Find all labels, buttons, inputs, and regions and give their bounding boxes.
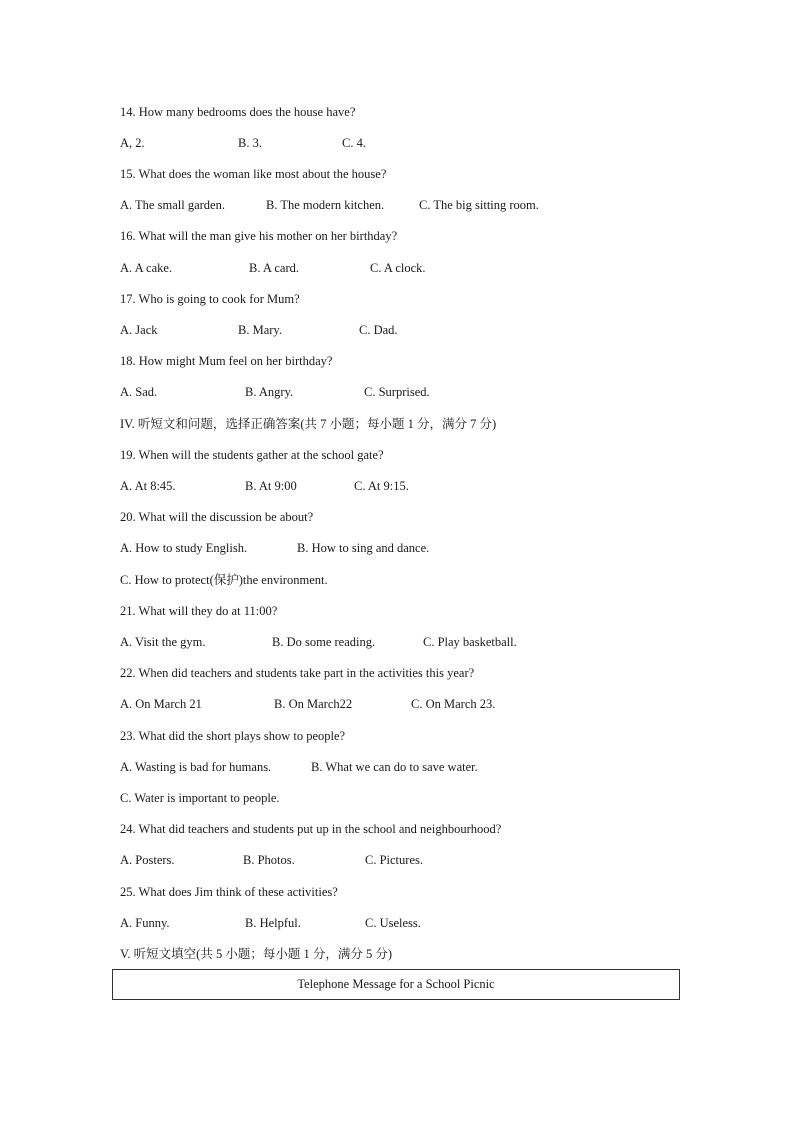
- option-c: C. How to protect(保护)the environment.: [120, 573, 328, 587]
- question-text: 16. What will the man give his mother on her birthday?: [120, 229, 398, 243]
- option-b: B. Helpful.: [245, 916, 301, 930]
- option-c: C. A clock.: [370, 261, 426, 275]
- question-text: 15. What does the woman like most about the house?: [120, 167, 387, 181]
- question-text: 20. What will the discussion be about?: [120, 510, 314, 524]
- question-text: 21. What will they do at 11:00?: [120, 604, 278, 618]
- option-a: A. The small garden.: [120, 198, 225, 212]
- option-c: C. Surprised.: [364, 385, 430, 399]
- option-c: C. Play basketball.: [423, 635, 517, 649]
- option-c: C. Pictures.: [365, 853, 423, 867]
- option-c: C. The big sitting room.: [419, 198, 539, 212]
- option-c: C. Water is important to people.: [120, 791, 280, 805]
- option-a: A. Sad.: [120, 385, 158, 399]
- option-a: A. On March 21: [120, 697, 202, 711]
- option-a: A. How to study English.: [120, 541, 248, 555]
- option-b: B. How to sing and dance.: [297, 541, 430, 555]
- option-b: B. A card.: [249, 261, 299, 275]
- table-title: Telephone Message for a School Picnic: [297, 977, 495, 991]
- option-c: C. 4.: [342, 136, 366, 150]
- question-text: 17. Who is going to cook for Mum?: [120, 292, 300, 306]
- option-b: B. Photos.: [243, 853, 295, 867]
- option-b: B. On March22: [274, 697, 353, 711]
- option-b: B. Do some reading.: [272, 635, 376, 649]
- question-text: 22. When did teachers and students take part in the activities this year?: [120, 666, 475, 680]
- section-heading: V. 听短文填空(共 5 小题；每小题 1 分，满分 5 分): [120, 947, 392, 961]
- option-c: C. On March 23.: [411, 697, 496, 711]
- question-text: 18. How might Mum feel on her birthday?: [120, 354, 333, 368]
- question-text: 19. When will the students gather at the school gate?: [120, 448, 384, 462]
- question-text: 25. What does Jim think of these activities?: [120, 885, 338, 899]
- option-a: A, 2.: [120, 136, 145, 150]
- option-a: A. Wasting is bad for humans.: [120, 760, 272, 774]
- option-b: B. Mary.: [238, 323, 282, 337]
- option-b: B. At 9:00: [245, 479, 297, 493]
- option-a: A. At 8:45.: [120, 479, 176, 493]
- option-b: B. The modern kitchen.: [266, 198, 385, 212]
- question-text: 23. What did the short plays show to people?: [120, 729, 346, 743]
- option-b: B. Angry.: [245, 385, 294, 399]
- option-a: A. Funny.: [120, 916, 170, 930]
- option-c: C. Useless.: [365, 916, 421, 930]
- option-b: B. 3.: [238, 136, 262, 150]
- telephone-message-table-header: [112, 969, 680, 1000]
- option-a: A. Jack: [120, 323, 158, 337]
- option-a: A. Visit the gym.: [120, 635, 206, 649]
- option-c: C. At 9:15.: [354, 479, 409, 493]
- option-a: A. Posters.: [120, 853, 175, 867]
- option-c: C. Dad.: [359, 323, 398, 337]
- option-a: A. A cake.: [120, 261, 173, 275]
- section-heading: IV. 听短文和问题，选择正确答案(共 7 小题；每小题 1 分，满分 7 分): [120, 417, 497, 431]
- option-b: B. What we can do to save water.: [311, 760, 478, 774]
- question-text: 24. What did teachers and students put up in the school and neighbourhood?: [120, 822, 502, 836]
- question-text: 14. How many bedrooms does the house have?: [120, 105, 356, 119]
